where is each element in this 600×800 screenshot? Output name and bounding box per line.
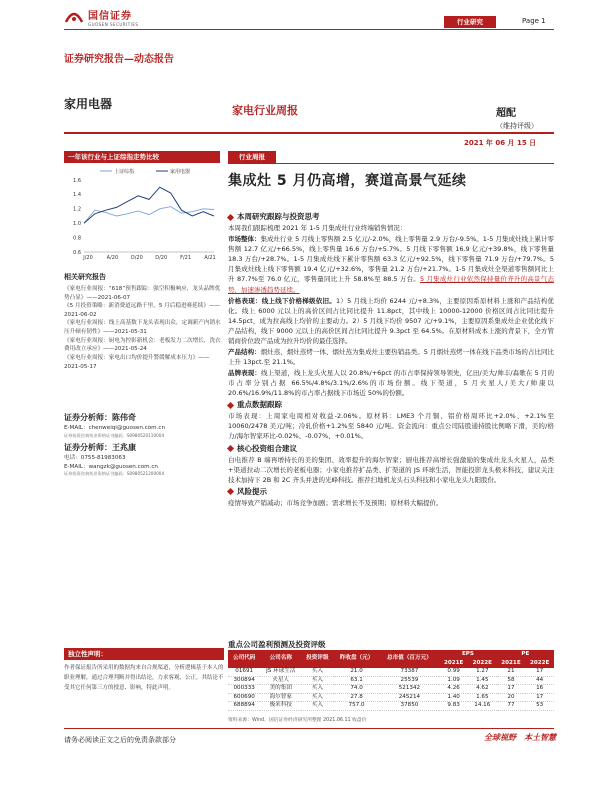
section-weekly-thoughts: 本周研究跟踪与投资思考 bbox=[228, 212, 554, 222]
rating: 超配 bbox=[496, 108, 516, 119]
forecast-table bbox=[228, 650, 554, 711]
diamond-icon bbox=[227, 402, 234, 409]
related-item[interactable]: 《5 月投资策略：新消费道远路千里，5 月后稳进赛延续》——2021-06-02 bbox=[64, 303, 221, 318]
header-rule bbox=[64, 29, 554, 30]
th-pe: PE bbox=[497, 650, 554, 659]
x-tick-label: A/21 bbox=[204, 255, 216, 261]
table-cell: 极米科技 bbox=[260, 702, 301, 711]
page-number: Page 1 bbox=[522, 17, 546, 25]
table-cell: 1.45 bbox=[468, 676, 497, 685]
data-paragraph: 市场表现：上周家电周相对收益-2.06%。原材料：LME3 个月铜、铝价格周环比+2.0%、+2.1%至 10060/2478 美元/吨；冷轧价格+1.2%至 5840 元/吨。资金流向：重点公司陆股通持股比例略下滑，美的/格力/海尔智家环比-0.02%、-0.07%、+0.01%。 bbox=[228, 412, 554, 441]
related-item[interactable]: 《家电行业周报：“618”预售跟踪：强空积极响应，龙头品牌优势凸显》——2021-06-07 bbox=[64, 285, 221, 301]
series-line-industry bbox=[84, 187, 214, 223]
table-cell: 9.83 bbox=[439, 702, 468, 711]
y-tick-label: 1.4 bbox=[73, 192, 81, 199]
disclaimer-text: 作者保证报告所采用的数据均来自合规渠道，分析逻辑基于本人的职业理解，通过合理判断并得出结论，力求客观、公正，其结论不受其它任何第三方的授意、影响，特此声明。 bbox=[64, 665, 224, 691]
table-cell: 01691 bbox=[228, 668, 260, 676]
table-cell: 25539 bbox=[380, 676, 440, 685]
table-cell: 1.09 bbox=[439, 676, 468, 685]
industry-title: 家用电器 bbox=[64, 97, 113, 111]
risk-paragraph: 疫情导致产销减动；市场竞争加剧；需求增长不及预期；原材料大幅提价。 bbox=[228, 498, 443, 507]
table-cell: 521342 bbox=[380, 685, 440, 694]
category-tag: 行业周报 bbox=[228, 151, 276, 163]
table-cell: 火星人 bbox=[260, 676, 301, 685]
table-cell: 买入 bbox=[301, 668, 333, 676]
related-item[interactable]: 《家电行业周报：家电出口均价提升警缓解成本压力》——2021-05-17 bbox=[64, 355, 210, 370]
table-cell: 245214 bbox=[380, 693, 440, 702]
chart-title: 一年该行业与上证综指走势比较 bbox=[64, 151, 220, 163]
analyst-1-cert: 证券投资咨询执业资格证书编码：S0980520110004 bbox=[64, 433, 165, 439]
report-type-tag: 行业研究 bbox=[444, 16, 496, 28]
x-tick-label: A/20 bbox=[106, 255, 119, 261]
related-item[interactable]: 《家电行业周报：线上高基数下龙头表现出众，定调新产内销水压升顿有韧性》——2021-05-31 bbox=[64, 320, 221, 336]
th-eps-2021: 2021E bbox=[439, 659, 468, 668]
disclaimer-title: 独立性声明： bbox=[64, 648, 224, 660]
table-cell: 买入 bbox=[301, 676, 333, 685]
logo-cn: 国信证券 bbox=[88, 11, 132, 22]
diamond-icon bbox=[227, 488, 234, 495]
table-cell: 73387 bbox=[380, 668, 440, 676]
table-title: 重点公司盈利预测及投资评级 bbox=[228, 640, 326, 649]
intro-paragraph: 本周我们跟踪梳理 2021 年 1-5 月集成灶行业终端销售情况： bbox=[228, 224, 407, 233]
related-title: 相关研究报告 bbox=[64, 273, 106, 281]
logo-en: GUOSEN SECURITIES bbox=[88, 22, 139, 27]
table-cell: 757.0 bbox=[334, 702, 380, 711]
table-row bbox=[228, 685, 554, 694]
table-cell: 74.0 bbox=[334, 685, 380, 694]
core-paragraph: 白电推荐 B 端再增持长的美的集团、效率提升的海尔智家；厨电推荐高增长强激励的集成灶龙头火星人，品类+渠道拉动二次增长的老板电器；小家电推荐扩品类、扩渠道的 JS 环球生活，智能投影龙头极米科技，建议关注技术加持下 2B 和 2C 齐头并进的光峰科技。推荐扫地机龙头石头科技和小家电龙头九阳股份。 bbox=[228, 455, 554, 484]
main-body bbox=[228, 210, 554, 509]
th-eps: EPS bbox=[439, 650, 496, 659]
table-cell: 77 bbox=[497, 702, 526, 711]
brand-paragraph: 品牌表现：线上渠道，线上龙头火星人以 20.8%/+6pct 的市占率保持领导领先，亿田/美大/帅丰/森歌在 5 月的市占率分别占据 66.5%/4.8%/3.1%/2.6%的市场份额。线下渠道，5 月火星人/美大/帅康以 20.6%/16.9%/11.8%的市占率占据线下市场近 50%的份额。 bbox=[228, 369, 555, 398]
table-cell: 21.0 bbox=[334, 668, 380, 676]
table-cell: 63.1 bbox=[334, 676, 380, 685]
category-rule bbox=[228, 163, 554, 164]
footer-disclaimer: 请务必阅读正文之后的免责条款部分 bbox=[64, 736, 176, 744]
th-close: 昨收盘（元） bbox=[334, 650, 380, 668]
table-cell: 37850 bbox=[380, 702, 440, 711]
table-cell: 53 bbox=[525, 702, 554, 711]
table-source: 资料来源：Wind、国信证券经济研究所整理 2021.06.11 收盘价 bbox=[228, 718, 367, 723]
th-pe-2022: 2022E bbox=[525, 659, 554, 668]
y-tick-label: 1.2 bbox=[73, 206, 81, 213]
table-cell: 27.8 bbox=[334, 693, 380, 702]
th-mktcap: 总市值（百万元） bbox=[380, 650, 440, 668]
table-cell: 21 bbox=[497, 668, 526, 676]
title-rule bbox=[64, 132, 554, 134]
rating-sub: （维持评级） bbox=[496, 122, 538, 130]
th-name: 公司名称 bbox=[260, 650, 301, 668]
analyst-1-name: 证券分析师：陈伟奇 bbox=[64, 413, 136, 422]
table-cell: 14.16 bbox=[468, 702, 497, 711]
table-cell: 44 bbox=[525, 676, 554, 685]
table-cell: 1.27 bbox=[468, 668, 497, 676]
product-paragraph: 产品结构：烟灶蒸、烟灶蒸烤一体、烟灶蒸为集成灶主要热销品类。5 月烟灶蒸烤一体在线下品类市场的占比同比上升 13pct.至 21.1%。 bbox=[228, 347, 555, 366]
market-paragraph: 市场整体：集成灶行业 5 月线上零售额 2.5 亿元/-2.0%，线上零售量 2.9 万台/-9.5%。1-5 月集成灶线上累计零售额 12.7 亿元/+66.5%，线上零售量 16.6 万台/+5.7%。5 月线下零售额 16.9 亿元/+39.8%，线下零售量 18.3 万台/+28.7%。1-5 月集成灶线下累计零售额 63.3 亿元/+92.5%，线下零售量 71.9 万台/+79.7%。5 月集成灶线上线下零售额 19.4 亿元/+32.6%，零售量 21.2 万台/+21.7%。1-5 月集成灶全渠道零售额同比上升 87.7%至 76.0 亿元，零售量同比上升 58.8%至 88.5 万台。5 月集成灶行业依然保持量价齐升的高景气态势，加速渗透趋势延续。 bbox=[228, 235, 554, 294]
table-cell: 1.40 bbox=[439, 693, 468, 702]
y-tick-label: 1.0 bbox=[73, 221, 81, 227]
table-cell: 600690 bbox=[228, 693, 260, 702]
x-tick-label: O/20 bbox=[130, 255, 143, 261]
table-cell: 300894 bbox=[228, 676, 260, 685]
table-cell: 海尔智家 bbox=[260, 693, 301, 702]
analyst-2-name: 证券分析师：王兆康 bbox=[64, 442, 136, 452]
footer-rule bbox=[64, 728, 554, 729]
table-row bbox=[228, 702, 554, 711]
table-cell: 4.26 bbox=[439, 685, 468, 694]
analyst-2-cert: 证券投资咨询执业资格证书编码：S0980521200004 bbox=[64, 471, 165, 477]
table-cell: 58 bbox=[497, 676, 526, 685]
diamond-icon bbox=[227, 213, 234, 220]
table-cell: 17 bbox=[525, 668, 554, 676]
th-code: 公司代码 bbox=[228, 650, 260, 668]
diamond-icon bbox=[227, 445, 234, 452]
table-cell: 1.65 bbox=[468, 693, 497, 702]
table-cell: 16 bbox=[525, 685, 554, 694]
report-name: 家电行业周报 bbox=[232, 104, 298, 117]
headline: 集成灶 5 月仍高增，赛道高景气延续 bbox=[228, 173, 467, 189]
analyst-1-email[interactable]: E-MAIL：chenweiqi@guosen.com.cn bbox=[64, 425, 165, 432]
table-row bbox=[228, 668, 554, 676]
table-cell: 买入 bbox=[301, 685, 333, 694]
legend-label: 家用电器 bbox=[170, 169, 191, 175]
y-tick-label: 0.6 bbox=[73, 249, 81, 256]
x-tick-label: J/20 bbox=[83, 255, 93, 261]
analyst-block bbox=[64, 412, 224, 478]
price-paragraph: 价格表现：线上线下价格梯级依旧。1）5 月线上均价 6244 元/+8.3%，主要原因系原材料上涨和产品结构优化。线上 6000 元以上的高价区间占比同比提升 11.8pct，其中线上 10000-12000 价格区间占比同比提升 14.5pct，成为拉高线上均价的主要动力。2）5 月线下均价 9507 元/+9.1%，主要原因系集成灶企业优化线下产品结构，线下 9000 元以上的高价区间占比同比提升 9.3pct 至 64.5%。在原材料成本上涨的背景下，全方管销商价位段产品成为拉升均价的最佳选择。 bbox=[228, 296, 554, 345]
trend-chart bbox=[64, 166, 220, 266]
report-series: 证券研究报告—动态报告 bbox=[64, 54, 174, 65]
table-row bbox=[228, 676, 554, 685]
section-data-tracking: 重点数据跟踪 bbox=[228, 400, 554, 410]
th-rating: 投资评级 bbox=[301, 650, 333, 668]
guosen-logo-icon bbox=[64, 10, 84, 24]
x-tick-label: D/20 bbox=[155, 255, 168, 261]
x-tick-label: F/21 bbox=[180, 255, 192, 261]
y-tick-label: 0.8 bbox=[73, 235, 81, 242]
table-cell: 买入 bbox=[301, 702, 333, 711]
footer-slogan: 全球视野 本土智慧 bbox=[484, 733, 556, 742]
th-eps-2022: 2022E bbox=[468, 659, 497, 668]
legend-label: 上证综指 bbox=[114, 169, 135, 175]
table-cell: 17 bbox=[525, 693, 554, 702]
table-cell: 美的集团 bbox=[260, 685, 301, 694]
related-research bbox=[64, 272, 224, 371]
analyst-2-email[interactable]: E-MAIL：wangzk@guosen.com.cn bbox=[64, 463, 158, 470]
table-cell: 买入 bbox=[301, 693, 333, 702]
table-cell: JS 环球生活 bbox=[260, 668, 301, 676]
section-risk: 风险提示 bbox=[228, 487, 554, 497]
section-core-portfolio: 核心投资组合建议 bbox=[228, 444, 554, 454]
table-cell: 20 bbox=[497, 693, 526, 702]
analyst-2-phone: 电话：0755-81983063 bbox=[64, 454, 126, 461]
table-cell: 0.99 bbox=[439, 668, 468, 676]
th-pe-2021: 2021E bbox=[497, 659, 526, 668]
table-cell: 17 bbox=[497, 685, 526, 694]
table-cell: 688894 bbox=[228, 702, 260, 711]
related-item[interactable]: 《家电行业周报：厨电为控影新机会：老板发力二次增长，洗衣费用改立承应》——2021-05-24 bbox=[64, 337, 221, 353]
report-date: 2021 年 06 月 15 日 bbox=[464, 139, 537, 147]
y-tick-label: 1.6 bbox=[73, 177, 81, 184]
table-cell: 4.62 bbox=[468, 685, 497, 694]
table-cell: 000333 bbox=[228, 685, 260, 694]
table-row bbox=[228, 693, 554, 702]
